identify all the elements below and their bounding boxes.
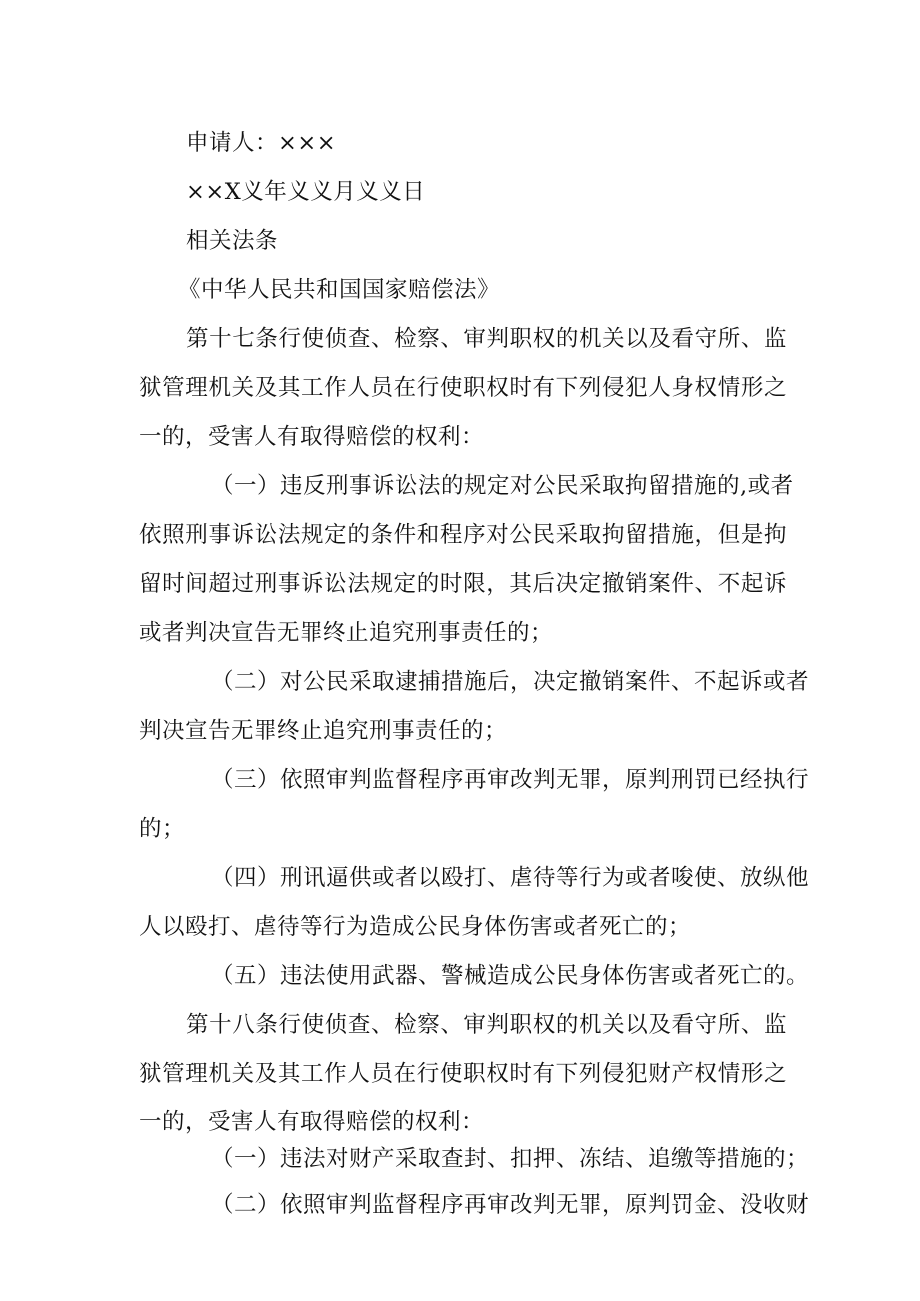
article-18-line-2: 狱管理机关及其工作人员在行使职权时有下列侵犯财产权情形之 [139, 1061, 787, 1087]
article-17-line-3: 一的，受害人有取得赔偿的权利： [139, 424, 485, 450]
article-17-line-2: 狱管理机关及其工作人员在行使职权时有下列侵犯人身权情形之 [139, 375, 787, 401]
article-18-line-3: 一的，受害人有取得赔偿的权利： [139, 1109, 485, 1135]
article-17-item-1-line-3: 留时间超过刑事诉讼法规定的时限，其后决定撤销案件、不起诉 [139, 571, 787, 597]
article-17-line-1: 第十七条行使侦查、检察、审判职权的机关以及看守所、监 [186, 326, 787, 352]
law-title: 《中华人民共和国国家赔偿法》 [178, 277, 501, 303]
article-17-item-1-line-1: （一）违反刑事诉讼法的规定对公民采取拘留措施的,或者 [211, 473, 794, 499]
article-17-item-1-line-2: 依照刑事诉讼法规定的条件和程序对公民采取拘留措施，但是拘 [139, 522, 787, 548]
date-line: ××X义年义义月义义日 [186, 179, 426, 205]
article-17-item-5-line-1: （五）违法使用武器、警械造成公民身体伤害或者死亡的。 [211, 963, 810, 989]
article-17-item-4-line-2: 人以殴打、虐待等行为造成公民身体伤害或者死亡的； [139, 914, 692, 940]
related-law-heading: 相关法条 [186, 228, 279, 254]
article-17-item-3-line-1: （三）依照审判监督程序再审改判无罪，原判刑罚已经执行 [211, 767, 810, 793]
article-17-item-2-line-1: （二）对公民采取逮捕措施后，决定撤销案件、不起诉或者 [211, 669, 810, 695]
article-18-line-1: 第十八条行使侦查、检察、审判职权的机关以及看守所、监 [186, 1012, 787, 1038]
article-17-item-4-line-1: （四）刑讯逼供或者以殴打、虐待等行为或者唆使、放纵他 [211, 865, 810, 891]
article-18-item-1-line-1: （一）违法对财产采取查封、扣押、冻结、追缴等措施的； [211, 1146, 810, 1172]
article-18-item-2-line-1: （二）依照审判监督程序再审改判无罪，原判罚金、没收财 [211, 1192, 810, 1218]
article-17-item-2-line-2: 判决宣告无罪终止追究刑事责任的； [139, 718, 508, 744]
article-17-item-1-line-4: 或者判决宣告无罪终止追究刑事责任的； [139, 620, 554, 646]
applicant-line: 申请人：××× [186, 130, 337, 156]
article-17-item-3-line-2: 的； [139, 816, 186, 842]
